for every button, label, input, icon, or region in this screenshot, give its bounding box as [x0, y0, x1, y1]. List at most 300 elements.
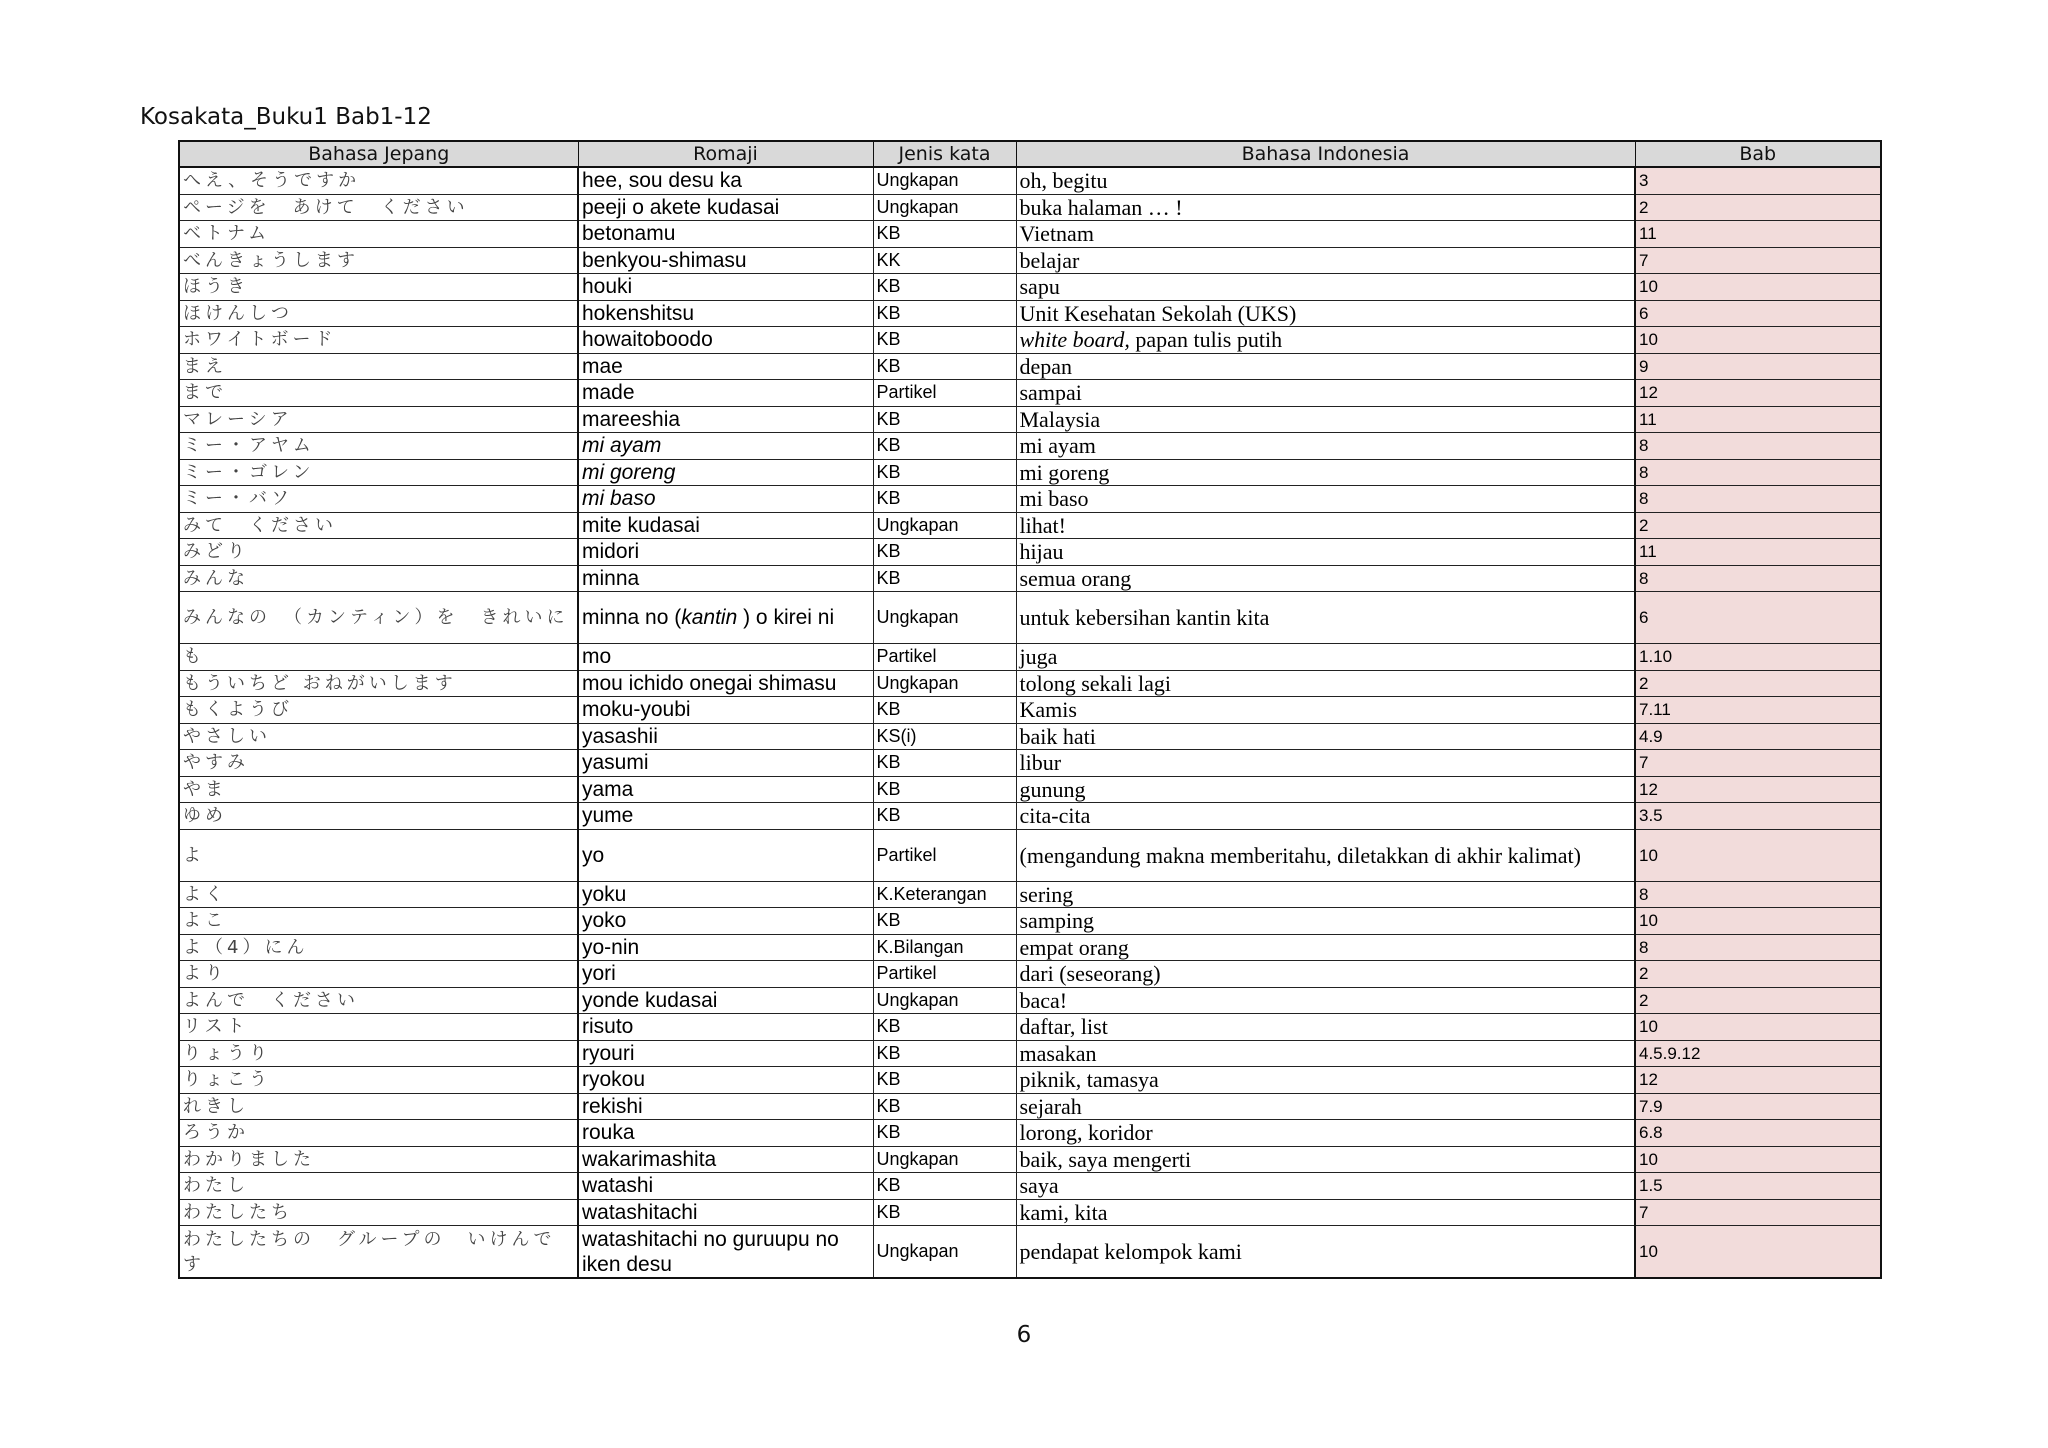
table-row: [179, 433, 1881, 460]
cell-romaji: [578, 353, 873, 380]
cell-bahasa-jepang: みんなの （カンティン）を きれいに: [179, 592, 578, 644]
cell-bab: 1.10: [1635, 644, 1881, 671]
cell-text: oh, begitu: [1019, 168, 1108, 194]
cell-text: sejarah: [1019, 1093, 1082, 1119]
cell-text: watashitachi no guruupu no iken desu: [582, 1227, 839, 1276]
cell-bahasa-jepang: よ（4）にん: [179, 934, 578, 961]
cell-text: ) o kirei ni: [737, 606, 835, 629]
cell-text: minna: [582, 566, 640, 590]
cell-text: mi ayam: [1019, 433, 1096, 459]
cell-bahasa-jepang: ほけんしつ: [179, 300, 578, 327]
table-row: [179, 697, 1881, 724]
cell-bab: 8: [1635, 486, 1881, 513]
cell-bab: 7: [1635, 750, 1881, 777]
cell-bab: 2: [1635, 987, 1881, 1014]
table-row: [179, 1199, 1881, 1226]
cell-bahasa-jepang: れきし: [179, 1093, 578, 1120]
cell-jenis-kata: Ungkapan: [873, 670, 1016, 697]
cell-bahasa-jepang: ろうか: [179, 1120, 578, 1147]
cell-bahasa-indonesia: [1016, 274, 1635, 301]
cell-text: mou ichido onegai shimasu: [582, 671, 837, 695]
cell-bahasa-jepang: もういちど おねがいします: [179, 670, 578, 697]
cell-bahasa-indonesia: [1016, 539, 1635, 566]
cell-jenis-kata: KB: [873, 1040, 1016, 1067]
cell-text: mo: [582, 645, 612, 669]
cell-bahasa-jepang: わかりました: [179, 1146, 578, 1173]
cell-jenis-kata: KB: [873, 300, 1016, 327]
cell-text: empat orang: [1019, 934, 1129, 960]
cell-bab: 3.5: [1635, 803, 1881, 830]
cell-bahasa-indonesia: [1016, 327, 1635, 354]
cell-jenis-kata: KB: [873, 486, 1016, 513]
cell-romaji: [578, 1040, 873, 1067]
cell-jenis-kata: KK: [873, 247, 1016, 274]
cell-bab: 7: [1635, 1199, 1881, 1226]
cell-bab: 10: [1635, 274, 1881, 301]
cell-romaji: [578, 592, 873, 644]
cell-bahasa-indonesia: [1016, 433, 1635, 460]
cell-bahasa-indonesia: [1016, 1120, 1635, 1147]
cell-jenis-kata: KB: [873, 274, 1016, 301]
cell-bahasa-indonesia: [1016, 194, 1635, 221]
cell-bab: 11: [1635, 539, 1881, 566]
cell-text: houki: [582, 275, 633, 299]
cell-bahasa-indonesia: [1016, 644, 1635, 671]
table-row: [179, 539, 1881, 566]
cell-bab: 12: [1635, 1067, 1881, 1094]
cell-romaji: [578, 512, 873, 539]
italic-text: mi ayam: [582, 434, 662, 458]
cell-bahasa-indonesia: [1016, 1146, 1635, 1173]
table-row: [179, 723, 1881, 750]
cell-bab: 10: [1635, 829, 1881, 881]
cell-text: gunung: [1019, 776, 1086, 802]
cell-text: samping: [1019, 908, 1095, 934]
cell-jenis-kata: KB: [873, 539, 1016, 566]
cell-bahasa-jepang: わたしたち: [179, 1199, 578, 1226]
cell-text: sapu: [1019, 274, 1060, 300]
table-row: [179, 247, 1881, 274]
cell-romaji: [578, 750, 873, 777]
cell-text: mi baso: [1019, 486, 1089, 512]
header-romaji: Romaji: [578, 141, 873, 167]
cell-text: watashi: [582, 1174, 654, 1198]
cell-bahasa-indonesia: [1016, 406, 1635, 433]
cell-romaji: [578, 565, 873, 592]
header-bahasa-jepang: Bahasa Jepang: [179, 141, 578, 167]
cell-text: sampai: [1019, 380, 1082, 406]
cell-bahasa-indonesia: [1016, 353, 1635, 380]
cell-bab: 10: [1635, 1014, 1881, 1041]
cell-bahasa-indonesia: [1016, 1014, 1635, 1041]
cell-bahasa-jepang: よんで ください: [179, 987, 578, 1014]
cell-text: depan: [1019, 353, 1073, 379]
cell-bab: 2: [1635, 512, 1881, 539]
cell-romaji: [578, 274, 873, 301]
cell-bab: 3: [1635, 167, 1881, 194]
table-row: [179, 353, 1881, 380]
cell-bahasa-indonesia: [1016, 670, 1635, 697]
cell-jenis-kata: KB: [873, 750, 1016, 777]
cell-bab: 6: [1635, 300, 1881, 327]
table-row: [179, 1173, 1881, 1200]
cell-bahasa-indonesia: [1016, 1173, 1635, 1200]
cell-jenis-kata: KB: [873, 1199, 1016, 1226]
cell-romaji: [578, 194, 873, 221]
cell-bahasa-jepang: よ: [179, 829, 578, 881]
cell-jenis-kata: KB: [873, 433, 1016, 460]
table-row: [179, 380, 1881, 407]
table-row: [179, 565, 1881, 592]
cell-jenis-kata: Partikel: [873, 829, 1016, 881]
cell-text: sering: [1019, 881, 1074, 907]
cell-romaji: [578, 987, 873, 1014]
cell-text: benkyou-shimasu: [582, 248, 747, 272]
cell-text: rouka: [582, 1121, 635, 1145]
cell-bab: 8: [1635, 565, 1881, 592]
cell-bahasa-indonesia: [1016, 565, 1635, 592]
cell-text: Unit Kesehatan Sekolah (UKS): [1019, 300, 1297, 326]
cell-romaji: [578, 1146, 873, 1173]
cell-text: piknik, tamasya: [1019, 1067, 1159, 1093]
cell-romaji: [578, 908, 873, 935]
cell-bahasa-jepang: まえ: [179, 353, 578, 380]
cell-romaji: [578, 829, 873, 881]
cell-text: yasashii: [582, 724, 658, 748]
cell-text: Vietnam: [1019, 221, 1094, 247]
cell-bahasa-jepang: リスト: [179, 1014, 578, 1041]
cell-romaji: [578, 486, 873, 513]
table-row: [179, 592, 1881, 644]
cell-text: mae: [582, 354, 623, 378]
cell-bab: 9: [1635, 353, 1881, 380]
cell-text: ryouri: [582, 1041, 635, 1065]
cell-text: Kamis: [1019, 697, 1077, 723]
table-row: [179, 934, 1881, 961]
table-header-row: [179, 141, 1881, 167]
table-row: [179, 167, 1881, 194]
cell-text: hijau: [1019, 539, 1064, 565]
cell-text: watashitachi: [582, 1200, 698, 1224]
table-row: [179, 987, 1881, 1014]
cell-text: baca!: [1019, 987, 1068, 1013]
cell-romaji: [578, 1067, 873, 1094]
cell-bahasa-jepang: やさしい: [179, 723, 578, 750]
cell-bab: 10: [1635, 1226, 1881, 1279]
cell-bahasa-jepang: やすみ: [179, 750, 578, 777]
cell-text: yasumi: [582, 751, 649, 775]
italic-text: mi baso: [582, 487, 656, 511]
cell-romaji: [578, 1173, 873, 1200]
cell-jenis-kata: KB: [873, 353, 1016, 380]
cell-jenis-kata: Partikel: [873, 644, 1016, 671]
cell-bab: 10: [1635, 327, 1881, 354]
cell-jenis-kata: KB: [873, 1173, 1016, 1200]
table-row: [179, 300, 1881, 327]
table-row: [179, 486, 1881, 513]
cell-jenis-kata: Ungkapan: [873, 987, 1016, 1014]
cell-jenis-kata: KB: [873, 565, 1016, 592]
cell-text: juga: [1019, 644, 1058, 670]
cell-jenis-kata: KB: [873, 1067, 1016, 1094]
cell-bahasa-jepang: まで: [179, 380, 578, 407]
cell-bab: 11: [1635, 406, 1881, 433]
cell-bahasa-jepang: マレーシア: [179, 406, 578, 433]
cell-romaji: [578, 459, 873, 486]
cell-text: cita-cita: [1019, 803, 1091, 829]
cell-text: rekishi: [582, 1094, 643, 1118]
cell-text: (mengandung makna memberitahu, diletakkan di akhir kalimat): [1019, 842, 1581, 868]
cell-bab: 1.5: [1635, 1173, 1881, 1200]
table-row: [179, 512, 1881, 539]
cell-text: libur: [1019, 750, 1062, 776]
cell-bab: 8: [1635, 459, 1881, 486]
cell-bahasa-indonesia: [1016, 987, 1635, 1014]
cell-bahasa-indonesia: [1016, 750, 1635, 777]
cell-jenis-kata: KB: [873, 908, 1016, 935]
cell-jenis-kata: KB: [873, 697, 1016, 724]
cell-jenis-kata: Partikel: [873, 961, 1016, 988]
cell-romaji: [578, 697, 873, 724]
cell-bahasa-indonesia: [1016, 829, 1635, 881]
cell-romaji: [578, 539, 873, 566]
cell-text: betonamu: [582, 222, 676, 246]
cell-jenis-kata: KB: [873, 1120, 1016, 1147]
table-row: [179, 406, 1881, 433]
cell-romaji: [578, 934, 873, 961]
cell-text: mareeshia: [582, 407, 681, 431]
cell-text: untuk kebersihan kantin kita: [1019, 605, 1270, 630]
cell-jenis-kata: Ungkapan: [873, 167, 1016, 194]
table-row: [179, 670, 1881, 697]
cell-bahasa-indonesia: [1016, 1226, 1635, 1279]
cell-bahasa-indonesia: [1016, 908, 1635, 935]
italic-text: white board,: [1019, 327, 1130, 353]
cell-romaji: [578, 881, 873, 908]
cell-text: dari (seseorang): [1019, 961, 1161, 987]
cell-text: yonde kudasai: [582, 988, 718, 1012]
table-row: [179, 776, 1881, 803]
cell-bab: 8: [1635, 934, 1881, 961]
cell-romaji: [578, 247, 873, 274]
cell-text: hokenshitsu: [582, 301, 695, 325]
cell-bab: 2: [1635, 194, 1881, 221]
cell-text: tolong sekali lagi: [1019, 670, 1172, 696]
cell-bahasa-jepang: へえ、そうですか: [179, 167, 578, 194]
cell-romaji: [578, 803, 873, 830]
table-row: [179, 1093, 1881, 1120]
cell-bahasa-jepang: みて ください: [179, 512, 578, 539]
cell-text: daftar, list: [1019, 1014, 1108, 1040]
cell-romaji: [578, 1199, 873, 1226]
cell-text: baik hati: [1019, 723, 1096, 749]
cell-bahasa-indonesia: [1016, 961, 1635, 988]
cell-text: wakarimashita: [582, 1147, 717, 1171]
cell-jenis-kata: KB: [873, 327, 1016, 354]
cell-jenis-kata: Ungkapan: [873, 592, 1016, 644]
cell-bahasa-jepang: みどり: [179, 539, 578, 566]
cell-text: yoku: [582, 882, 627, 906]
cell-jenis-kata: Ungkapan: [873, 512, 1016, 539]
cell-bab: 11: [1635, 221, 1881, 248]
cell-bahasa-jepang: も: [179, 644, 578, 671]
cell-jenis-kata: K.Bilangan: [873, 934, 1016, 961]
cell-jenis-kata: Partikel: [873, 380, 1016, 407]
cell-romaji: [578, 1093, 873, 1120]
cell-bahasa-indonesia: [1016, 221, 1635, 248]
cell-text: mi goreng: [1019, 459, 1110, 485]
table-row: [179, 829, 1881, 881]
cell-text: risuto: [582, 1015, 634, 1039]
cell-text: hee, sou desu ka: [582, 169, 742, 193]
cell-bab: 8: [1635, 881, 1881, 908]
cell-text: lorong, koridor: [1019, 1120, 1153, 1146]
cell-bab: 12: [1635, 380, 1881, 407]
table-row: [179, 961, 1881, 988]
cell-romaji: [578, 1120, 873, 1147]
cell-bahasa-indonesia: [1016, 934, 1635, 961]
cell-bahasa-jepang: ミー・ゴレン: [179, 459, 578, 486]
cell-bab: 6: [1635, 592, 1881, 644]
cell-bahasa-jepang: ミー・バソ: [179, 486, 578, 513]
cell-bahasa-jepang: より: [179, 961, 578, 988]
cell-bahasa-jepang: よく: [179, 881, 578, 908]
table-row: [179, 1146, 1881, 1173]
cell-bahasa-indonesia: [1016, 1067, 1635, 1094]
cell-romaji: [578, 776, 873, 803]
cell-jenis-kata: KS(i): [873, 723, 1016, 750]
header-bab: Bab: [1635, 141, 1881, 167]
cell-bahasa-indonesia: [1016, 1093, 1635, 1120]
table-row: [179, 1226, 1881, 1279]
cell-text: semua orang: [1019, 565, 1132, 591]
cell-text: minna no (: [582, 606, 682, 629]
table-row: [179, 1014, 1881, 1041]
table-row: [179, 327, 1881, 354]
cell-text: mite kudasai: [582, 513, 700, 537]
cell-bab: 7: [1635, 247, 1881, 274]
cell-bab: 7.9: [1635, 1093, 1881, 1120]
cell-text: belajar: [1019, 247, 1080, 273]
cell-romaji: [578, 644, 873, 671]
cell-text: kami, kita: [1019, 1199, 1108, 1225]
cell-romaji: [578, 300, 873, 327]
italic-text: mi goreng: [582, 460, 676, 484]
cell-bahasa-indonesia: [1016, 776, 1635, 803]
cell-bahasa-jepang: ベトナム: [179, 221, 578, 248]
cell-bab: 10: [1635, 1146, 1881, 1173]
cell-text: pendapat kelompok kami: [1019, 1239, 1242, 1264]
header-jenis-kata: Jenis kata: [873, 141, 1016, 167]
cell-text: buka halaman … !: [1019, 194, 1183, 220]
cell-text: yume: [582, 804, 634, 828]
cell-romaji: [578, 1014, 873, 1041]
cell-jenis-kata: Ungkapan: [873, 194, 1016, 221]
cell-jenis-kata: KB: [873, 776, 1016, 803]
cell-bahasa-jepang: もくようび: [179, 697, 578, 724]
document-title: Kosakata_Buku1 Bab1-12: [140, 104, 432, 130]
italic-text: kantin: [681, 606, 738, 629]
table-row: [179, 221, 1881, 248]
cell-text: howaitoboodo: [582, 328, 713, 352]
vocabulary-table: [178, 140, 1882, 1279]
cell-text: ryokou: [582, 1068, 646, 1092]
cell-bahasa-indonesia: [1016, 803, 1635, 830]
header-bahasa-indonesia: Bahasa Indonesia: [1016, 141, 1635, 167]
cell-jenis-kata: KB: [873, 221, 1016, 248]
page-number: 6: [1016, 1322, 1032, 1348]
cell-bahasa-indonesia: [1016, 300, 1635, 327]
cell-text: yori: [582, 962, 616, 986]
cell-jenis-kata: Ungkapan: [873, 1146, 1016, 1173]
cell-jenis-kata: KB: [873, 1093, 1016, 1120]
cell-bahasa-jepang: わたし: [179, 1173, 578, 1200]
cell-text: saya: [1019, 1173, 1059, 1199]
cell-romaji: [578, 433, 873, 460]
cell-bahasa-indonesia: [1016, 881, 1635, 908]
cell-jenis-kata: Ungkapan: [873, 1226, 1016, 1279]
cell-bahasa-jepang: やま: [179, 776, 578, 803]
table-row: [179, 459, 1881, 486]
cell-romaji: [578, 221, 873, 248]
cell-text: baik, saya mengerti: [1019, 1146, 1192, 1172]
cell-romaji: [578, 961, 873, 988]
table-row: [179, 881, 1881, 908]
cell-bahasa-jepang: よこ: [179, 908, 578, 935]
cell-bahasa-indonesia: [1016, 512, 1635, 539]
cell-bahasa-jepang: ホワイトボード: [179, 327, 578, 354]
cell-text: moku-youbi: [582, 698, 691, 722]
cell-bab: 4.9: [1635, 723, 1881, 750]
cell-bab: 2: [1635, 961, 1881, 988]
cell-text: yama: [582, 777, 634, 801]
table-row: [179, 644, 1881, 671]
cell-bahasa-indonesia: [1016, 1040, 1635, 1067]
cell-bahasa-indonesia: [1016, 697, 1635, 724]
cell-bahasa-indonesia: [1016, 247, 1635, 274]
cell-text: peeji o akete kudasai: [582, 195, 780, 219]
table-row: [179, 803, 1881, 830]
table-body: [179, 167, 1881, 1278]
cell-text: midori: [582, 540, 640, 564]
cell-bahasa-jepang: ミー・アヤム: [179, 433, 578, 460]
cell-romaji: [578, 723, 873, 750]
cell-bahasa-jepang: りょこう: [179, 1067, 578, 1094]
cell-text: papan tulis putih: [1129, 327, 1283, 353]
cell-bahasa-jepang: ゆめ: [179, 803, 578, 830]
cell-bahasa-indonesia: [1016, 723, 1635, 750]
cell-jenis-kata: KB: [873, 406, 1016, 433]
cell-bab: 4.5.9.12: [1635, 1040, 1881, 1067]
cell-text: yo-nin: [582, 935, 640, 959]
cell-romaji: [578, 327, 873, 354]
cell-bahasa-indonesia: [1016, 459, 1635, 486]
table-row: [179, 1040, 1881, 1067]
cell-bahasa-indonesia: [1016, 167, 1635, 194]
cell-bahasa-jepang: みんな: [179, 565, 578, 592]
cell-jenis-kata: KB: [873, 803, 1016, 830]
cell-bab: 2: [1635, 670, 1881, 697]
cell-bahasa-indonesia: [1016, 380, 1635, 407]
table-row: [179, 1067, 1881, 1094]
cell-jenis-kata: K.Keterangan: [873, 881, 1016, 908]
cell-text: yo: [582, 843, 605, 867]
table-row: [179, 908, 1881, 935]
cell-text: lihat!: [1019, 512, 1066, 538]
table-row: [179, 1120, 1881, 1147]
cell-text: yoko: [582, 909, 627, 933]
cell-bab: 8: [1635, 433, 1881, 460]
